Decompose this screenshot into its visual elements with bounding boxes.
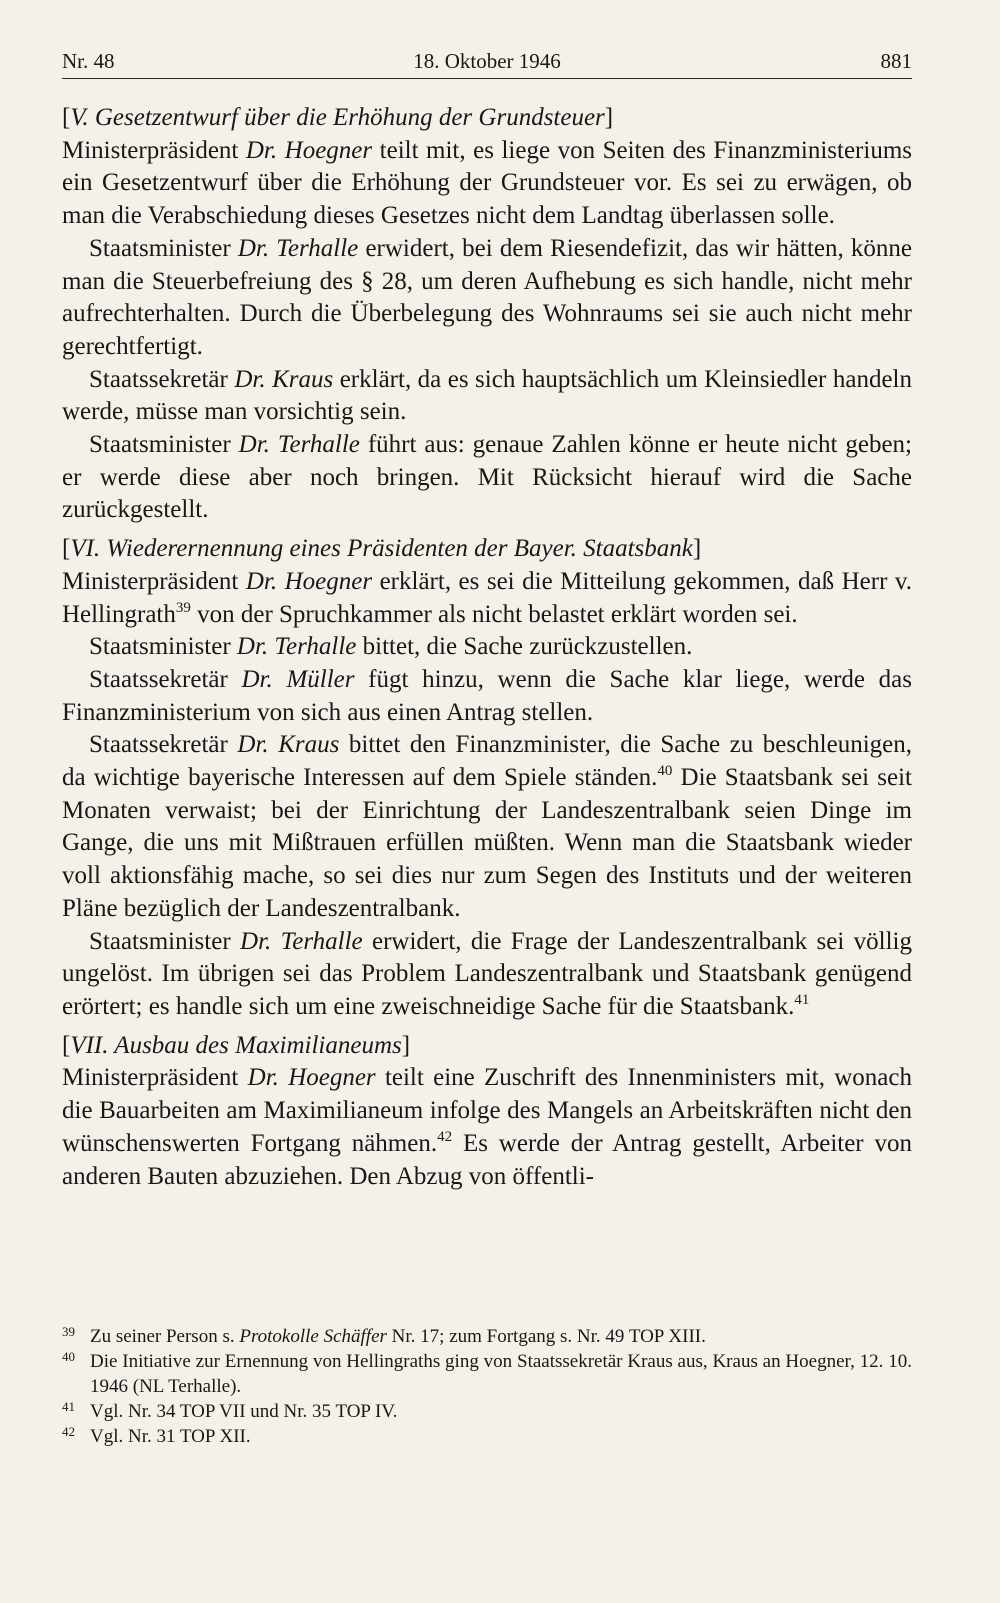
- speaker-name: Hoegner: [284, 136, 373, 164]
- paragraph: Ministerpräsident Dr. Hoegner teilt eine Zuschrift des Innenministers mit, wonach die Bauarbeiten am Maximilianeum infolge des Mangels an Arbeitskräften nicht den wünschenswerten Fortgang nähmen.$^{42}$ Es werde der Antrag gestellt, Arbeiter von anderen Bauten abzuziehen. Den Abzug von öffentli-: [62, 1064, 913, 1190]
- footnote: 40 Die Initiative zur Ernennung von Hellingraths ging von Staatssekretär Kraus aus, Kraus an Hoegner, 12. 10. 1946 (NL Terhalle).: [62, 1349, 912, 1397]
- speaker-name: Terhalle: [274, 633, 357, 661]
- speaker-name: Terhalle: [276, 234, 359, 262]
- page-number: 881: [880, 49, 912, 73]
- paragraph: Ministerpräsident Dr. Hoegner teilt mit, es liege von Seiten des Finanzministeriums ein Gesetzentwurf über die Erhöhung der Grundsteuer vor. Es sei zu erwägen, ob man die Verabschiedung dieses Gesetzes nicht dem Landtag überlassen solle.: [62, 136, 913, 230]
- running-header: [62, 46, 912, 79]
- paragraph: Staatssekretär Dr. Müller fügt hinzu, wenn die Sache klar liege, werde das Finanzministerium von sich aus einen Antrag stellen.: [62, 665, 913, 726]
- speaker-name: Kraus: [278, 731, 340, 759]
- paragraph: Staatssekretär Dr. Kraus erklärt, da es sich hauptsächlich um Kleinsiedler handeln werde, müsse man vorsichtig sein.: [62, 365, 912, 426]
- main-text: [62, 102, 912, 1193]
- footnotes: [62, 1324, 912, 1449]
- footnote: 41 Vgl. Nr. 34 TOP VII und Nr. 35 TOP IV.: [62, 1399, 398, 1422]
- speaker-name: Terhalle: [277, 431, 360, 459]
- paragraph: Staatsminister Dr. Terhalle bittet, die Sache zurückzustellen.: [89, 633, 693, 661]
- footnote-ref: 41: [794, 991, 810, 1008]
- paragraph: Ministerpräsident Dr. Hoegner erklärt, es sei die Mitteilung gekommen, daß Herr v. Hellingrath$^{39}$ von der Spruchkammer als nicht belastet erklärt worden sei.: [62, 567, 913, 628]
- speaker-name: Hoegner: [288, 1064, 376, 1092]
- paragraph: Staatssekretär Dr. Kraus bittet den Finanzminister, die Sache zu beschleunigen, da wichtige bayerische Interessen auf dem Spiele ständen.$^{40}$ Die Staatsbank sei seit Monaten verwaist; bei der Einrichtung der Landeszentralbank seien Dinge im Gange, die uns mit Mißtrauen erfüllen müßten. Wenn man die Staatsbank wieder voll aktionsfähig mache, so sei dies nur zum Segen des Instituts und der weiteren Pläne bezüglich der Landeszentralbank.: [62, 731, 912, 922]
- paragraph: Staatsminister Dr. Terhalle erwidert, bei dem Riesendefizit, das wir hätten, könne man die Steuerbefreiung des § 28, um deren Aufhebung es sich handle, nicht mehr aufrechterhalten. Durch die Überbelegung des Wohnraums sei sie auch nicht mehr gerechtfertigt.: [62, 234, 913, 360]
- paragraph: Staatsminister Dr. Terhalle erwidert, die Frage der Landeszentralbank sei völlig ungelöst. Im übrigen sei das Problem Landeszentralbank und Staatsbank genügend erörtert; es handle sich um eine zweischneidige Sache für die Staatsbank.$^{41}$: [62, 927, 913, 1020]
- section-heading-vii: [VII. Ausbau des Maximilianeums]: [62, 1031, 411, 1059]
- footnote: 39 Zu seiner Person s. Protokolle Schäffer Nr. 17; zum Fortgang s. Nr. 49 TOP XIII.: [62, 1324, 706, 1347]
- speaker-name: Terhalle: [280, 927, 363, 955]
- footnote-ref: 42: [437, 1128, 453, 1145]
- issue-number: Nr. 48: [62, 49, 115, 73]
- footnote-ref: 39: [175, 599, 191, 616]
- section-heading-vi: [VI. Wiederernennung eines Präsidenten der Bayer. Staatsbank]: [62, 535, 702, 563]
- section-heading-v: [V. Gesetzentwurf über die Erhöhung der Grundsteuer]: [62, 104, 614, 131]
- footnote-ref: 40: [657, 763, 673, 780]
- footnote: 42 Vgl. Nr. 31 TOP XII.: [62, 1424, 251, 1447]
- speaker-name: Müller: [286, 665, 355, 693]
- paragraph: Staatsminister Dr. Terhalle führt aus: genaue Zahlen könne er heute nicht geben; er werde diese aber noch bringen. Mit Rücksicht hierauf wird die Sache zurückgestellt.: [62, 431, 913, 524]
- speaker-name: Hoegner: [284, 567, 373, 595]
- header-date: 18. Oktober 1946: [413, 49, 561, 73]
- speaker-name: Kraus: [272, 365, 334, 393]
